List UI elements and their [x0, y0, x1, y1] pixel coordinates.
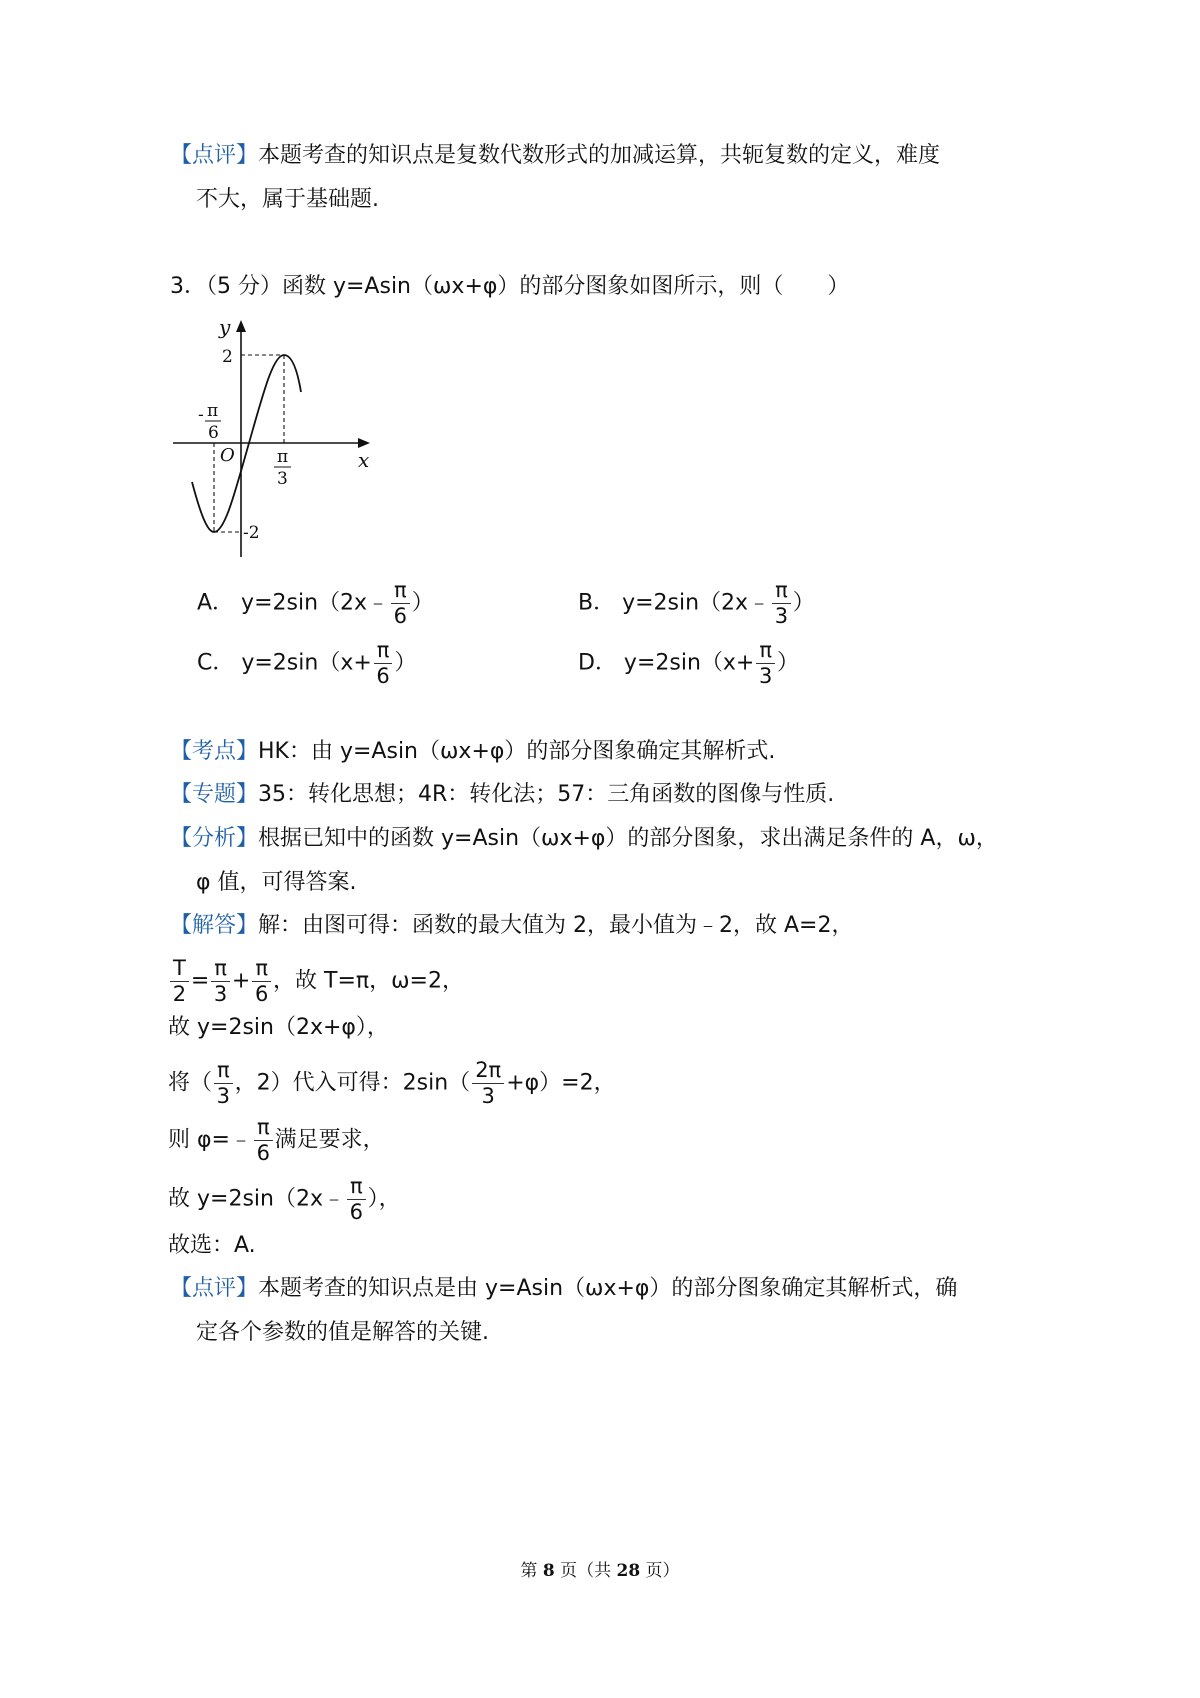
jieda-line1 — [170, 911, 853, 941]
solution-step3: 故 y=2sin（2x+φ）， — [168, 1015, 389, 1040]
step4-mid: ，2）代入可得：2sin（ — [234, 1070, 471, 1096]
fenxi-line1 — [170, 824, 998, 854]
kaodian-text: HK：由 y=Asin（ωx+φ）的部分图象确定其解析式. — [258, 739, 776, 764]
option-b-post: ） — [792, 590, 815, 616]
step4-num2: 2π — [472, 1060, 504, 1084]
x-right-den: 3 — [277, 469, 288, 489]
step5-num: π — [254, 1117, 273, 1141]
option-d[interactable] — [578, 640, 799, 687]
x-axis-label: x — [358, 448, 370, 472]
step4-pre: 将（ — [168, 1070, 213, 1096]
step2-frac2 — [211, 958, 230, 1005]
step6-num: π — [347, 1176, 366, 1200]
solution-step6 — [168, 1176, 401, 1223]
option-b-pre: B． y=2sin（2x﹣ — [578, 590, 771, 616]
dianping-line1 — [170, 1274, 957, 1304]
y-max-label: 2 — [222, 347, 233, 367]
solution-step4 — [168, 1060, 616, 1107]
step4-num1: π — [214, 1060, 233, 1084]
option-b[interactable] — [578, 580, 815, 627]
option-c-pre: C． y=2sin（x+ — [197, 650, 372, 676]
footer-total: 28 — [616, 1561, 641, 1581]
option-c-den: 6 — [376, 664, 390, 688]
x-left-den: 6 — [208, 423, 219, 443]
zhuanti-tag: 【专题】 — [170, 782, 259, 807]
y-axis-arrow — [236, 320, 246, 332]
option-c-frac — [374, 640, 393, 687]
dianping-text2: 定各个参数的值是解答的关键. — [196, 1320, 489, 1345]
footer-p1: 第 — [520, 1561, 543, 1581]
step2-f3-den: 6 — [255, 982, 269, 1006]
kaodian-line — [170, 737, 775, 767]
x-left-sign: - — [198, 405, 204, 425]
option-a[interactable] — [197, 580, 434, 627]
option-d-post: ） — [777, 650, 800, 676]
step2-tail: ，故 T=π，ω=2， — [273, 968, 464, 994]
step4-frac1 — [214, 1060, 233, 1107]
sine-graph — [165, 312, 385, 562]
option-b-den: 3 — [774, 604, 789, 628]
option-c[interactable] — [197, 640, 416, 687]
option-a-den: 6 — [393, 604, 408, 628]
x-axis-arrow — [358, 438, 370, 448]
option-d-frac — [756, 640, 775, 687]
step5-den: 6 — [256, 1141, 270, 1165]
step2-f2-den: 3 — [213, 982, 228, 1006]
prev-review-tag: 【点评】 — [170, 143, 259, 168]
question-stem: 3．（5 分）函数 y=Asin（ωx+φ）的部分图象如图所示，则（ ） — [170, 274, 850, 299]
fenxi-tag: 【分析】 — [170, 826, 259, 851]
y-min-label: -2 — [243, 523, 260, 543]
step2-eq: = — [190, 968, 210, 994]
page-footer — [0, 1556, 1200, 1581]
step2-f2-num: π — [211, 958, 230, 982]
step5-post: 满足要求， — [274, 1127, 385, 1153]
origin-label: O — [220, 445, 235, 466]
option-b-num: π — [772, 580, 791, 604]
step5-frac — [254, 1117, 273, 1164]
x-right-num: π — [277, 447, 289, 467]
option-a-post: ） — [411, 590, 434, 616]
kaodian-tag: 【考点】 — [170, 739, 259, 764]
step2-frac1 — [170, 958, 189, 1005]
option-d-den: 3 — [759, 664, 773, 688]
option-b-frac — [772, 580, 791, 627]
step6-den: 6 — [349, 1200, 363, 1224]
step2-f1-den: 2 — [172, 982, 187, 1006]
option-a-num: π — [391, 580, 410, 604]
solution-step5 — [168, 1117, 385, 1164]
option-a-pre: A． y=2sin（2x﹣ — [197, 590, 390, 616]
option-c-num: π — [374, 640, 393, 664]
zhuanti-line — [170, 780, 834, 810]
jieda-tag: 【解答】 — [170, 913, 259, 938]
footer-p3: 页） — [640, 1561, 680, 1581]
step4-post: +φ）=2， — [506, 1070, 616, 1096]
zhuanti-text: 35：转化思想；4R：转化法；57：三角函数的图像与性质. — [258, 782, 835, 807]
step4-den2: 3 — [481, 1084, 495, 1108]
solution-step7: 故选：A. — [168, 1233, 256, 1258]
option-a-frac — [391, 580, 410, 627]
step6-pre: 故 y=2sin（2x﹣ — [168, 1186, 345, 1212]
step4-frac2 — [472, 1060, 504, 1107]
step6-post: ）， — [367, 1186, 401, 1212]
step5-pre: 则 φ=﹣ — [168, 1127, 252, 1153]
dianping-tag: 【点评】 — [170, 1276, 259, 1301]
prev-review-text2: 不大，属于基础题. — [196, 187, 379, 212]
fenxi-text2: φ 值，可得答案. — [196, 870, 357, 895]
x-left-num: π — [207, 401, 219, 421]
step4-den1: 3 — [216, 1084, 231, 1108]
step2-frac3 — [252, 958, 271, 1005]
option-c-post: ） — [394, 650, 417, 676]
step2-f1-num: T — [170, 958, 189, 982]
footer-p2: 页（共 — [554, 1561, 617, 1581]
prev-review-text1: 本题考查的知识点是复数代数形式的加减运算，共轭复数的定义，难度 — [258, 143, 941, 168]
step2-f3-num: π — [252, 958, 271, 982]
footer-page: 8 — [542, 1561, 555, 1581]
step2-plus: + — [231, 968, 251, 994]
solution-step2 — [168, 958, 464, 1005]
dianping-text1: 本题考查的知识点是由 y=Asin（ωx+φ）的部分图象确定其解析式，确 — [258, 1276, 958, 1301]
prev-review-line1 — [170, 141, 940, 171]
step6-frac — [347, 1176, 366, 1223]
fenxi-text1: 根据已知中的函数 y=Asin（ωx+φ）的部分图象，求出满足条件的 A，ω， — [258, 826, 998, 851]
y-axis-label: y — [219, 315, 231, 339]
jieda-text1: 解：由图可得：函数的最大值为 2，最小值为﹣2，故 A=2， — [258, 913, 854, 938]
option-d-pre: D． y=2sin（x+ — [578, 650, 755, 676]
option-d-num: π — [756, 640, 775, 664]
